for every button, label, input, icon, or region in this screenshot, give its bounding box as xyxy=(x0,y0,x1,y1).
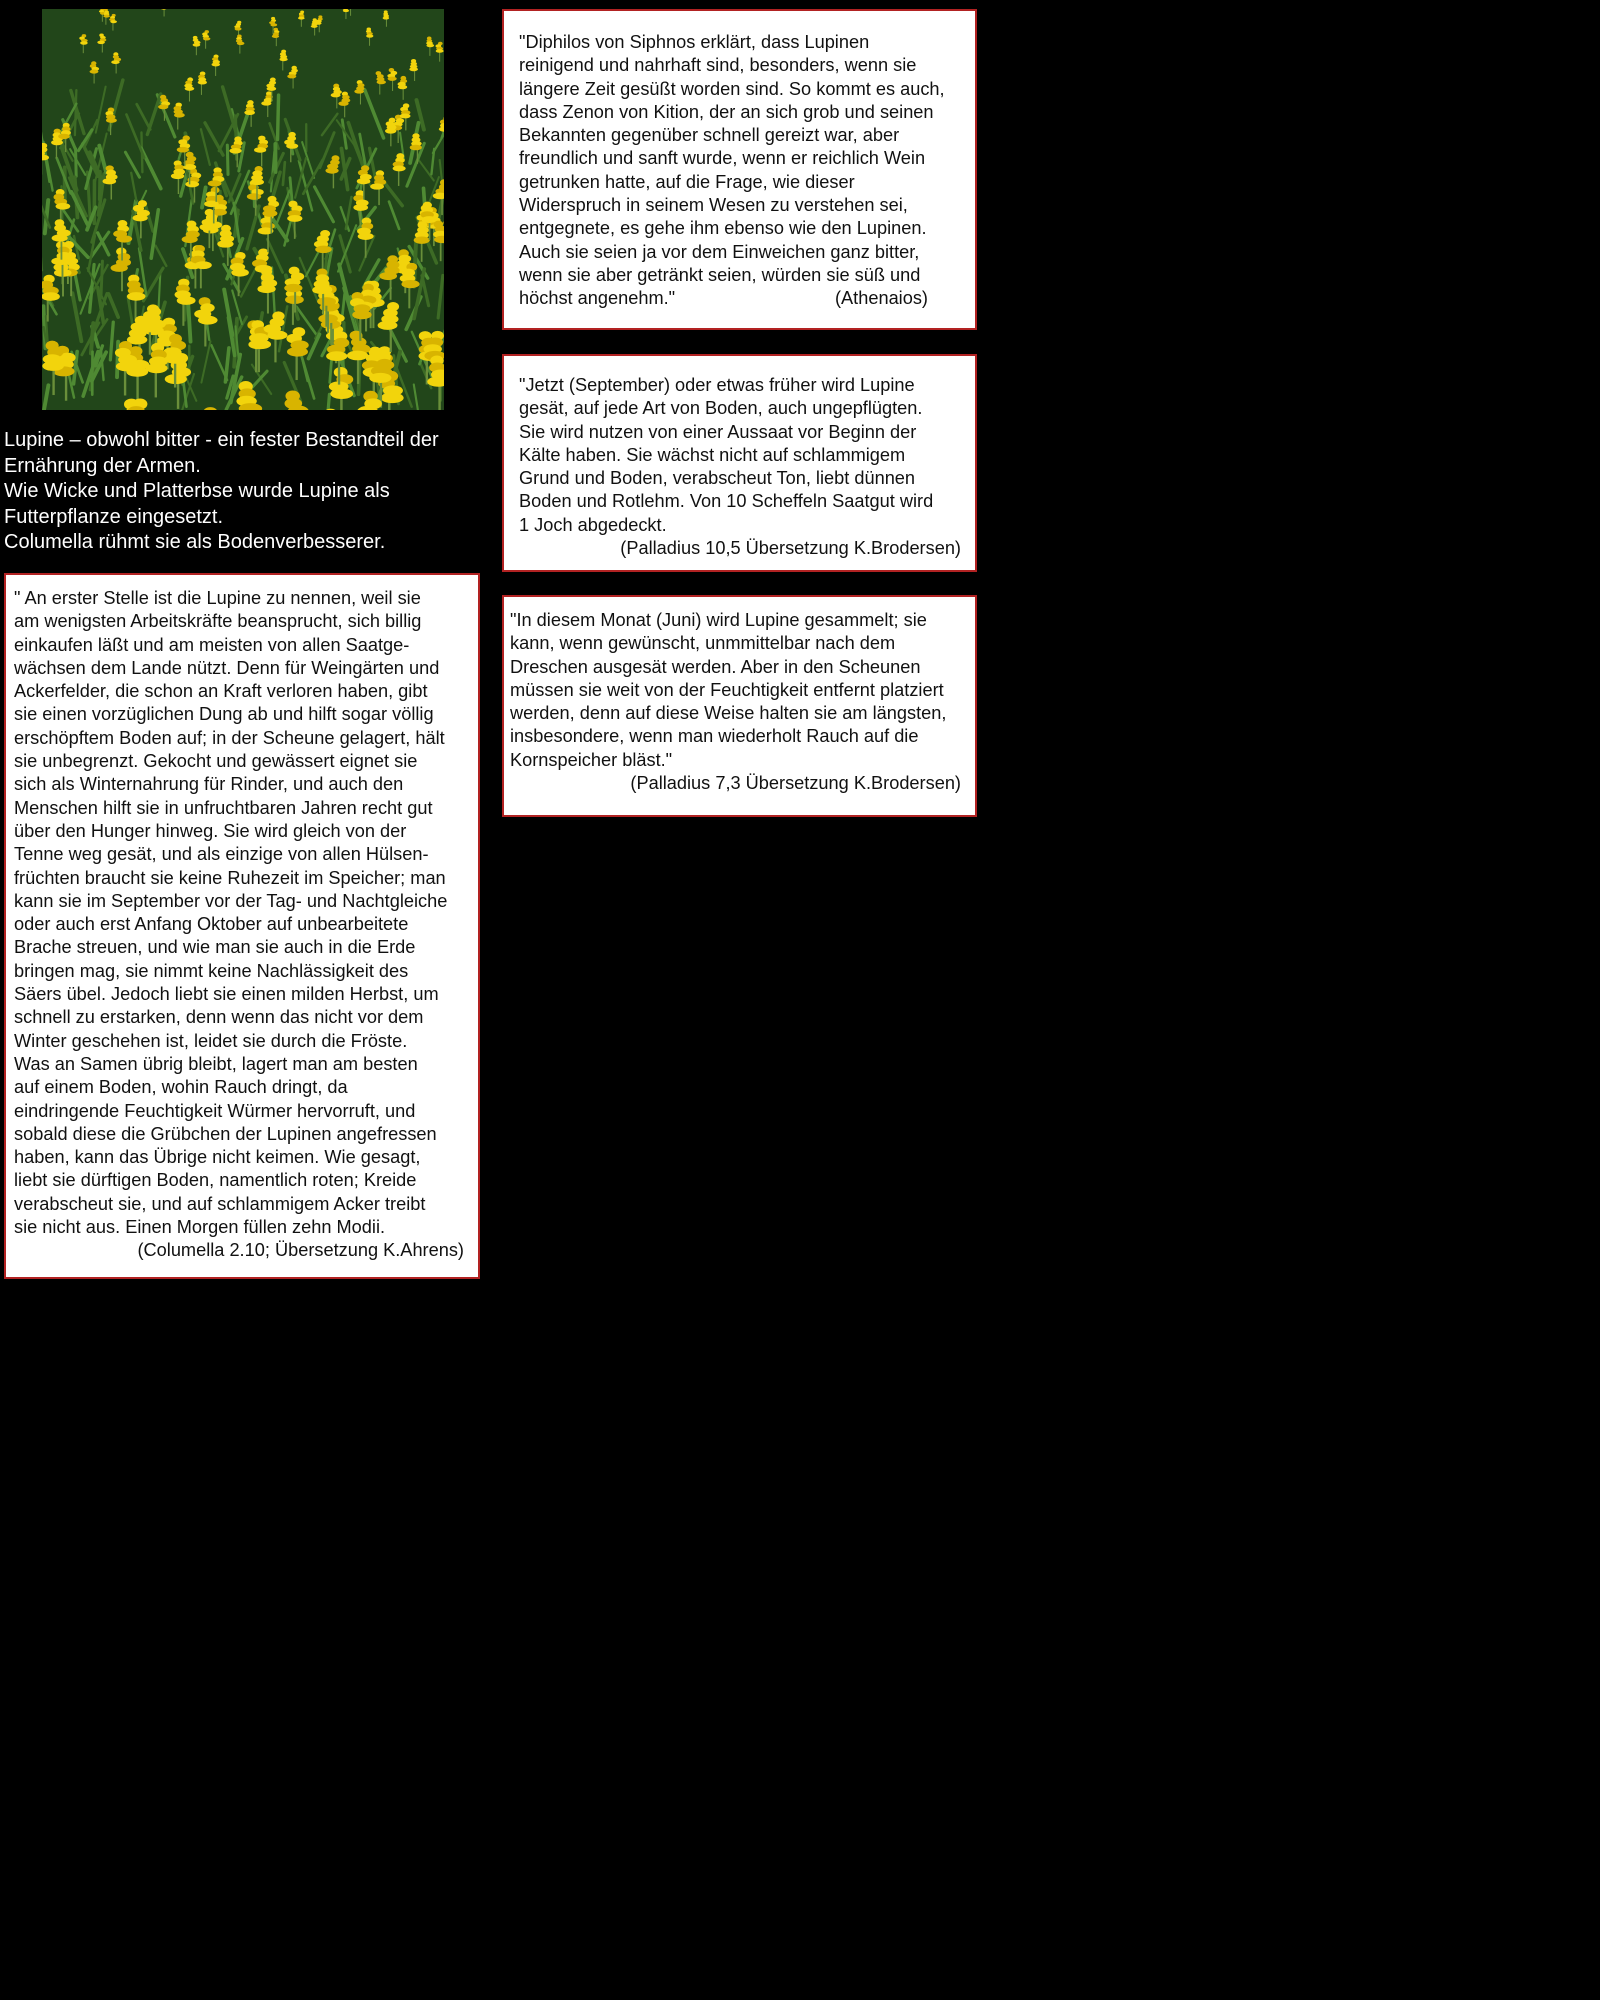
columella-quote-box xyxy=(4,573,480,1279)
columella-citation: (Columella 2.10; Übersetzung K.Ahrens) xyxy=(137,1240,464,1261)
palladius-10-quote-box xyxy=(502,354,977,572)
palladius-10-quote-text: "Jetzt (September) oder etwas früher wird Lupine gesät, auf jede Art von Boden, auch ungepflügten. Sie wird nutzen von einer Aussaat vor Beginn der Kälte haben. Sie wächst nicht auf schlammigem Grund und Boden, verabscheut Ton, liebt dünnen Boden und Rotlehm. Von 10 Scheffeln Saatgut wird 1 Joch abgedeckt. xyxy=(519,375,934,535)
lupine-photo xyxy=(42,9,444,410)
athenaios-quote-box xyxy=(502,9,977,330)
athenaios-quote-text: "Diphilos von Siphnos erklärt, dass Lupinen reinigend und nahrhaft sind, besonders, wenn sie längere Zeit gesüßt worden sind. So kommt es auch, dass Zenon von Kition, der an sich grob und seinen Bekannten gegenüber schnell gereizt war, aber freundlich und sanft wurde, wenn er reichlich Wein getrunken hatte, auf die Frage, wie dieser Widerspruch in seinem Wesen zu verstehen sei, entgegnete, es gehe ihm ebenso wie den Lupinen. Auch sie seien ja vor dem Einweichen ganz bitter, wenn sie aber getränkt seien, würden sie süß und xyxy=(519,32,945,285)
palladius-7-quote-box xyxy=(502,595,977,817)
athenaios-quote-ending: höchst angenehm." xyxy=(519,288,676,309)
palladius-10-citation: (Palladius 10,5 Übersetzung K.Brodersen) xyxy=(620,538,961,559)
palladius-7-citation: (Palladius 7,3 Übersetzung K.Brodersen) xyxy=(630,773,961,794)
lupine-flowers-image xyxy=(42,9,444,410)
athenaios-citation: (Athenaios) xyxy=(834,288,928,309)
intro-text: Lupine – obwohl bitter - ein fester Bestandteil der Ernährung der Armen. Wie Wicke und Platterbse wurde Lupine als Futterpflanze eingesetzt. Columella rühmt sie als Bodenverbesserer. xyxy=(4,429,439,553)
intro-text-block xyxy=(4,428,484,556)
palladius-7-quote-text: "In diesem Monat (Juni) wird Lupine gesammelt; sie kann, wenn gewünscht, unmmittelbar nach dem Dreschen ausgesät werden. Aber in den Scheunen müssen sie weit von der Feuchtigkeit entfernt platziert werden, denn auf diese Weise halten sie am längsten, insbesondere, wenn man wiederholt Rauch auf die Kornspeicher bläst." xyxy=(510,610,947,770)
athenaios-last-line xyxy=(519,287,965,310)
columella-quote-text: " An erster Stelle ist die Lupine zu nennen, weil sie am wenigsten Arbeitskräfte beansprucht, sich billig einkaufen läßt und am meisten von allen Saatge- wächsen dem Lande nützt. Denn für Weingärten und Ackerfelder, die schon an Kraft verloren haben, gibt sie einen vorzüglichen Dung ab und hilft sogar völlig erschöpftem Boden auf; in der Scheune gelagert, hält sie unbegrenzt. Gekocht und gewässert eignet sie sich als Winternahrung für Rinder, und auch den Menschen hilft sie in unfruchtbaren Jahren recht gut über den Hunger hinweg. Sie wird gleich von der Tenne weg gesät, und als einzige von allen Hülsen- früchten braucht sie keine Ruhezeit im Speicher; man kann sie im September vor der Tag- und Nachtgleiche oder auch erst Anfang Oktober auf unbearbeitete Brache streuen, und wie man sie auch in die Erde bringen mag, sie nimmt keine Nachlässigkeit des Säers übel. Jedoch liebt sie einen milden Herbst, um schnell zu erstarken, denn wenn das nicht vor dem Winter geschehen ist, leidet sie durch die Fröste. Was an Samen übrig bleibt, lagert man am besten auf einem Boden, wohin Rauch dringt, da eindringende Feuchtigkeit Würmer hervorruft, und sobald diese die Grübchen der Lupinen angefressen haben, kann das Übrige nicht keimen. Wie gesagt, liebt sie dürftigen Boden, namentlich roten; Kreide verabscheut sie, und auf schlammigem Acker treibt sie nicht aus. Einen Morgen füllen zehn Modii. xyxy=(14,588,448,1238)
